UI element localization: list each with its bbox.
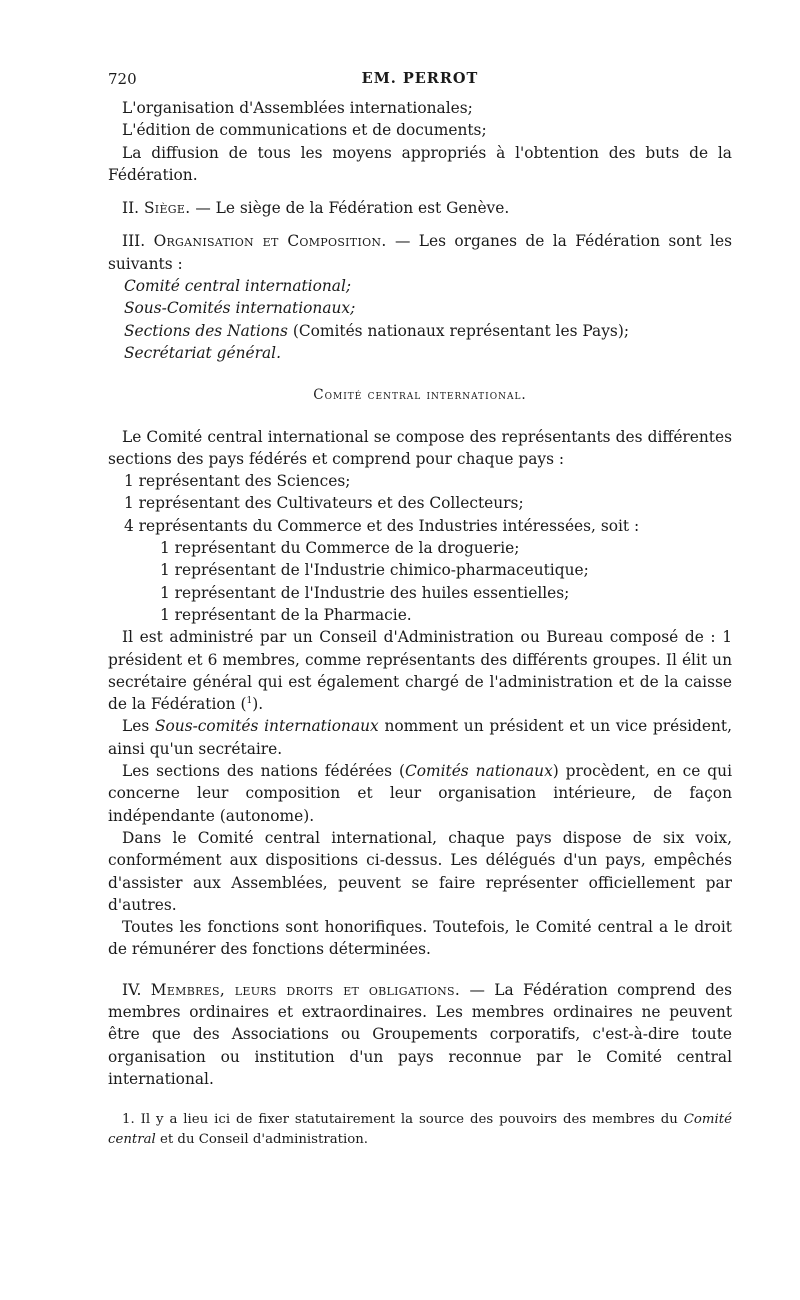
section-iii-text: — Les organes de la Fédération sont les suivants : — [108, 232, 732, 273]
section-iii-paragraph — [108, 230, 732, 275]
organ-item: Comité central international; — [124, 277, 352, 296]
section-iv-number: IV. — [122, 980, 142, 999]
page-number: 720 — [108, 70, 137, 88]
section-iii-heading: Organisation et Composition. — [153, 232, 387, 251]
committee-intro: Le Comité central international se compose des représentants des différentes sections des pays fédérés et comprend pour chaque pays : — [108, 427, 732, 468]
page-header — [108, 68, 732, 94]
section-ii-paragraph — [108, 197, 732, 219]
votes-paragraph: Dans le Comité central international, chaque pays dispose de six voix, conformément aux dispositions ci-dessus. Les délégués d'un pays, empêchés d'assister aux Assemblées, peuvent se faire représenter officiellement par d'autres. — [108, 828, 732, 914]
running-title: EM. PERROT — [361, 70, 479, 87]
sub-member-item: 1 représentant de l'Industrie des huiles essentielles; — [160, 583, 570, 602]
section-iv-text: — La Fédération comprend des membres ordinaires et extraordinaires. Les membres ordinaires ne peuvent être que des Associations ou Groupements corporatifs, c'est-à-dire toute organisation ou institution d'un pays reconnue par le Comité central international. — [108, 980, 732, 1088]
subcommittees-paragraph: Les Sous-comités internationaux nomment un président et un vice président, ainsi qu'un secrétaire. — [108, 717, 733, 758]
intro-line-2: L'édition de communications et de documents; — [122, 121, 487, 140]
organ-item: Sections des Nations (Comités nationaux représentant les Pays); — [124, 321, 630, 340]
section-iv-heading: Membres, leurs droits et obligations. — [150, 980, 461, 999]
member-item: 4 représentants du Commerce et des Industries intéressées, soit : — [124, 516, 640, 535]
footnote: 1. Il y a lieu ici de fixer statutairement la source des pouvoirs des membres du Comité central et du Conseil d'administration. — [108, 1112, 732, 1147]
footnote-number: 1. — [122, 1112, 135, 1128]
section-ii-number: II. — [122, 199, 140, 218]
organ-item: Secrétariat général. — [124, 343, 281, 362]
footnote-reference: 1 — [246, 696, 253, 706]
organ-item: Sous-Comités internationaux; — [124, 299, 356, 318]
sub-member-item: 1 représentant de l'Industrie chimico-pharmaceutique; — [160, 561, 589, 580]
section-ii-text: — Le siège de la Fédération est Genève. — [195, 199, 510, 218]
sub-member-item: 1 représentant du Commerce de la droguerie; — [160, 539, 520, 558]
member-item: 1 représentant des Sciences; — [124, 472, 351, 491]
section-subheading: Comité central international. — [313, 387, 527, 404]
sections-paragraph: Les sections des nations fédérées (Comités nationaux) procèdent, en ce qui concerne leur composition et leur organisation intérieure, de façon indépendante (autonome). — [108, 762, 732, 825]
intro-line-1: L'organisation d'Assemblées internationales; — [122, 99, 473, 117]
member-item: 1 représentant des Cultivateurs et des Collecteurs; — [124, 494, 524, 513]
honorary-paragraph: Toutes les fonctions sont honorifiques. Toutefois, le Comité central a le droit de rémunérer des fonctions déterminées. — [108, 918, 732, 959]
admin-paragraph: Il est administré par un Conseil d'Administration ou Bureau composé de : 1 président et 6 membres, comme représentants des différents groupes. Il élit un secrétaire général qui est également chargé de l'administration et de la caisse de la Fédération ($^1$). — [108, 628, 732, 714]
book-page — [108, 68, 732, 1162]
intro-line-3: La diffusion de tous les moyens appropriés à l'obtention des buts de la Fédération. — [108, 143, 732, 184]
section-iii-number: III. — [122, 232, 146, 251]
section-iv-paragraph — [108, 979, 732, 1090]
section-ii-heading: Siège. — [143, 199, 191, 218]
sub-member-item: 1 représentant de la Pharmacie. — [160, 605, 412, 624]
